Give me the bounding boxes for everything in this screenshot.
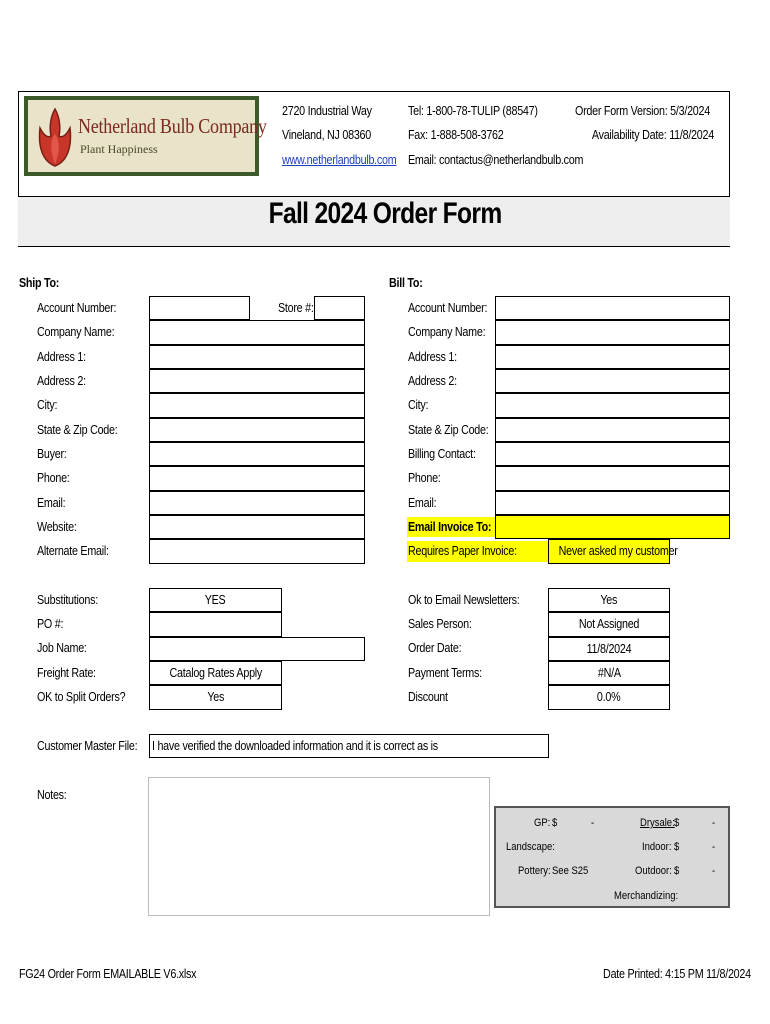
paper-invoice-label: Requires Paper Invoice: — [408, 544, 517, 558]
ship-label: City: — [37, 398, 58, 412]
logo-company-name: Netherland Bulb Company — [78, 114, 267, 138]
ship-label: Company Name: — [37, 325, 115, 339]
ship-buyer-field[interactable] — [149, 442, 365, 466]
freight-rate-select[interactable]: Catalog Rates Apply — [149, 661, 282, 685]
address-line-1: 2720 Industrial Way — [282, 104, 372, 118]
bill-label: Phone: — [408, 471, 441, 485]
bill-state-zip-field[interactable] — [495, 418, 730, 442]
form-version: Order Form Version: 5/3/2024 — [575, 104, 710, 118]
bill-label: Billing Contact: — [408, 447, 476, 461]
split-orders-select[interactable]: Yes — [149, 685, 282, 710]
ship-state-zip-field[interactable] — [149, 418, 365, 442]
outdoor-label: Outdoor: — [635, 865, 672, 877]
store-label: Store #: — [278, 301, 314, 315]
drysale-value: - — [712, 817, 716, 829]
ship-alternate-email-field[interactable] — [149, 539, 365, 564]
ship-label: Account Number: — [37, 301, 117, 315]
discount-field[interactable]: 0.0% — [548, 685, 670, 710]
footer-filename: FG24 Order Form EMAILABLE V6.xlsx — [19, 967, 197, 981]
company-logo — [24, 96, 267, 176]
bill-label: Address 2: — [408, 374, 457, 388]
ship-label: Buyer: — [37, 447, 67, 461]
outdoor-currency: $ — [674, 865, 680, 877]
order-right-label: Order Date: — [408, 641, 462, 655]
order-right-label: Payment Terms: — [408, 666, 482, 680]
substitutions-select[interactable]: YES — [149, 588, 282, 612]
website-link[interactable]: www.netherlandbulb.com — [282, 153, 397, 167]
landscape-label: Landscape: — [506, 841, 555, 853]
ship-city-field[interactable] — [149, 393, 365, 418]
fax-text: Fax: 1-888-508-3762 — [408, 128, 504, 142]
order-label: PO #: — [37, 617, 64, 631]
ship-phone-field[interactable] — [149, 466, 365, 491]
email-invoice-field[interactable] — [495, 515, 730, 539]
po-number-field[interactable] — [149, 612, 282, 637]
pottery-value: See S25 — [552, 865, 589, 877]
order-date-field[interactable]: 11/8/2024 — [548, 637, 670, 661]
outdoor-value: - — [712, 865, 716, 877]
order-right-label: Discount — [408, 690, 448, 704]
bill-label: City: — [408, 398, 429, 412]
job-name-field[interactable] — [149, 637, 365, 661]
indoor-currency: $ — [674, 841, 680, 853]
ship-label: Phone: — [37, 471, 70, 485]
ship-to-heading: Ship To: — [19, 276, 60, 290]
bill-account-number-field[interactable] — [495, 296, 730, 320]
page-title: Fall 2024 Order Form — [268, 197, 502, 230]
bill-label: State & Zip Code: — [408, 423, 489, 437]
indoor-label: Indoor: — [642, 841, 672, 853]
bill-address1-field[interactable] — [495, 345, 730, 369]
store-number-field[interactable] — [314, 296, 365, 320]
phone-text: Tel: 1-800-78-TULIP (88547) — [408, 104, 538, 118]
payment-terms-field[interactable]: #N/A — [548, 661, 670, 685]
notes-textarea[interactable] — [148, 777, 490, 916]
ship-label: Address 1: — [37, 350, 86, 364]
notes-label: Notes: — [37, 788, 67, 802]
customer-master-value: I have verified the downloaded information and it is correct as is — [152, 739, 438, 753]
bill-city-field[interactable] — [495, 393, 730, 418]
bill-label: Address 1: — [408, 350, 457, 364]
ship-email-field[interactable] — [149, 491, 365, 515]
bill-contact-field[interactable] — [495, 442, 730, 466]
ship-label: Website: — [37, 520, 77, 534]
customer-master-select[interactable] — [149, 734, 549, 758]
bill-to-heading: Bill To: — [389, 276, 423, 290]
drysale-label: Drysale: — [640, 817, 675, 829]
ship-company-field[interactable] — [149, 320, 365, 345]
bill-company-field[interactable] — [495, 320, 730, 345]
ship-label: Email: — [37, 496, 66, 510]
ship-label: Address 2: — [37, 374, 86, 388]
order-label: OK to Split Orders? — [37, 690, 126, 704]
logo-tagline: Plant Happiness — [80, 142, 158, 156]
customer-master-label: Customer Master File: — [37, 739, 138, 753]
ship-address1-field[interactable] — [149, 345, 365, 369]
bill-address2-field[interactable] — [495, 369, 730, 393]
ship-label: State & Zip Code: — [37, 423, 118, 437]
gp-currency: $ — [552, 817, 558, 829]
availability-date: Availability Date: 11/8/2024 — [591, 128, 714, 142]
bill-email-field[interactable] — [495, 491, 730, 515]
ship-address2-field[interactable] — [149, 369, 365, 393]
bill-phone-field[interactable] — [495, 466, 730, 491]
ship-label: Alternate Email: — [37, 544, 109, 558]
email-text: Email: contactus@netherlandbulb.com — [408, 153, 584, 167]
bill-label: Company Name: — [408, 325, 486, 339]
gp-label: GP: — [534, 817, 551, 829]
drysale-currency: $ — [674, 817, 680, 829]
gp-value: - — [591, 817, 595, 829]
ship-website-field[interactable] — [149, 515, 365, 539]
merchandizing-label: Merchandizing: — [614, 890, 679, 902]
gp-summary-box — [494, 806, 730, 908]
newsletters-select[interactable]: Yes — [548, 588, 670, 612]
footer-date-printed: Date Printed: 4:15 PM 11/8/2024 — [603, 967, 751, 981]
order-label: Job Name: — [37, 641, 87, 655]
tulip-icon — [34, 106, 76, 168]
email-invoice-label: Email Invoice To: — [408, 520, 492, 534]
ship-account-number-field[interactable] — [149, 296, 250, 320]
order-right-label: Ok to Email Newsletters: — [408, 593, 520, 607]
bill-label: Email: — [408, 496, 437, 510]
order-label: Substitutions: — [37, 593, 98, 607]
address-line-2: Vineland, NJ 08360 — [282, 128, 371, 142]
order-label: Freight Rate: — [37, 666, 96, 680]
bill-label: Account Number: — [408, 301, 488, 315]
order-right-label: Sales Person: — [408, 617, 472, 631]
sales-person-field[interactable]: Not Assigned — [548, 612, 670, 637]
pottery-label: Pottery: — [518, 865, 551, 877]
indoor-value: - — [712, 841, 716, 853]
paper-invoice-select[interactable]: Never asked my customer — [548, 539, 670, 564]
